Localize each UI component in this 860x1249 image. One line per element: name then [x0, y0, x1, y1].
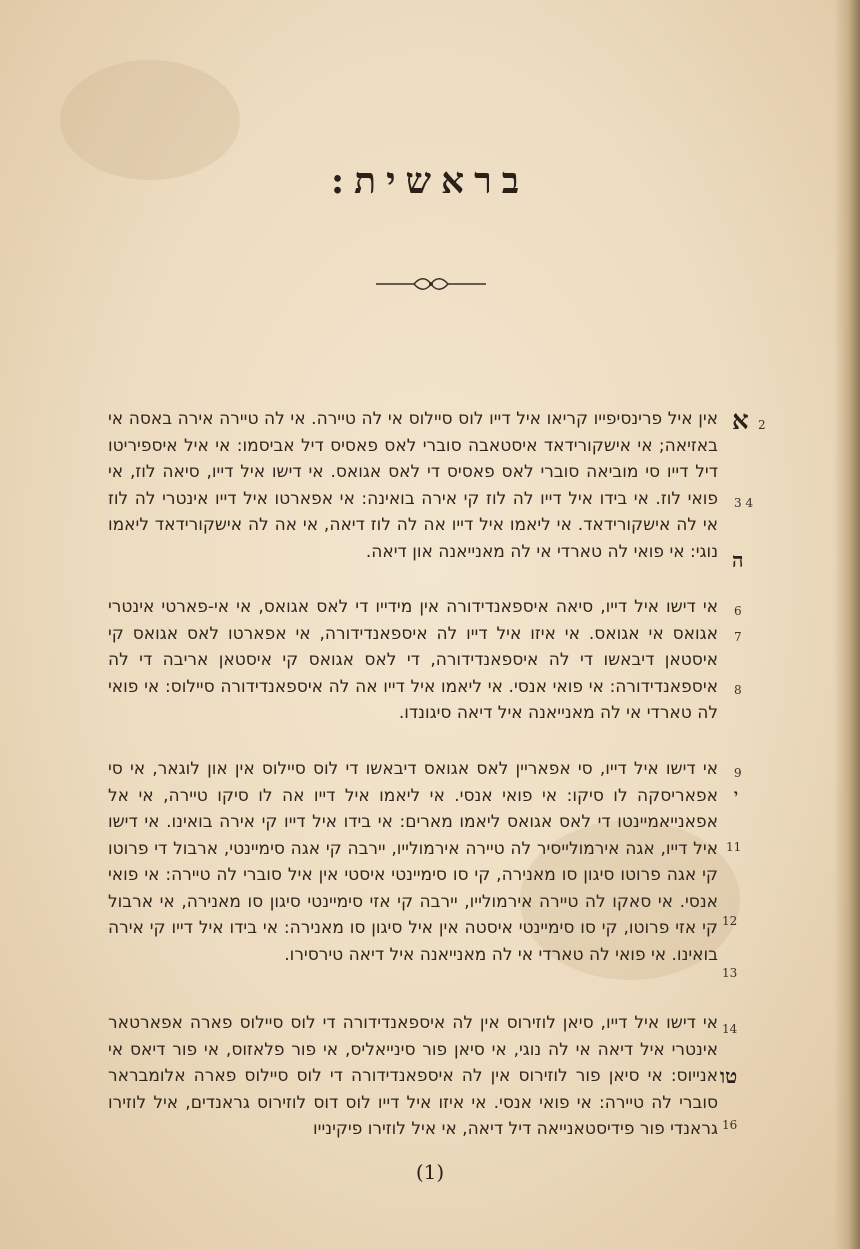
- page-number: (1): [415, 1160, 445, 1184]
- verse-number: 2: [758, 418, 766, 432]
- verse-number: 14: [722, 1022, 738, 1036]
- verse-number: 7: [734, 630, 742, 644]
- verse-marker: י: [734, 786, 738, 804]
- verse-marker: טו: [720, 1064, 738, 1088]
- page-title: בראשית:: [330, 160, 530, 202]
- verse-number: 6: [734, 604, 742, 618]
- verse-number: 8: [734, 683, 742, 697]
- chapter-marker: א: [732, 406, 749, 436]
- verse-number: 3 4: [734, 496, 754, 510]
- verse-paragraph: אין איל פרינסיפייו קריאו איל דייו לוס סיילוס אי לה טיירה. אי לה טיירה אירה באסה אי באזיאה; אי אישקורידאד איסטאבה סוברי לאס פאסיס דיל אביסמו: אי איל איספיריטו דיל דייו סי מוביאה סוברי לאס פאסיס די לאס אגואס. אי דישו איל דייו, סיאה לוז, אי פואי לוז. אי בידו איל דייו לה לוז קי אירה בואינה: אי אפארטו איל דייו אינטרי לה לוז אי לה אישקורידאד. אי ליאמו איל דייו אה לה לוז דיאה, אי אה לה אישקורידאד ליאמו נוגי: אי פואי לה טארדי אי לה מאנייאנה און דיאה.: [108, 409, 718, 562]
- verse-paragraph: אי דישו איל דייו, סי אפאריין לאס אגואס דיבאשו די לוס סיילוס אין און לוגאר, אי סי אפאריסקה לו סיקו: אי פואי אנסי. אי ליאמו איל דייו אה לו סיקו טיירה, אי אל אפאנייאמיינטו די לאס אגואס ליאמו מארים: אי בידו איל דייו קי אירה בואינו. אי דישו איל דייו, אגה אירמולייסיר לה טיירה אירמולייו, יירבה קי אגה סימיינטי, ארבול די פרוטו קי אגה פרוטו סיגון סו מאנירה, קי סו סימיינטי איסטי אין איל סוברי לה טיירה: אי פואי אנסי. אי סאקו לה טיירה אירמולייו, יירבה קי אזי סימיינטי סיגון סו מאנירה, אי ארבול קי אזי פרוטו, קי סו סימיינטי איסטה אין איל סיגון סו מאנירה: אי בידו איל דייו קי אירה בואינו. אי פואי לה טארדי אי לה מאנייאנה איל דיאה טירסירו.: [108, 759, 718, 965]
- verse-number: 11: [726, 840, 742, 854]
- verse-paragraph: אי דישו איל דייו, סיאן לוזירוס אין לה איספאנדידורה די לוס סיילוס פארה אפארטאר אינטרי איל דיאה אי לה נוגי, אי סיאן פור סינייאליס, אי פור פלאזוס, אי פור דיאס אי אנייוס: אי סיאן פור לוזירוס אין לה איספאנדידורה די לוס סיילוס פארה אלומבראר סוברי לה טיירה: אי פואי אנסי. אי איזו איל דייו לוס דוס לוזירוס גראנדים, איל לוזירו גראנדי פור פידיסטאנייאה דיל דיאה, אי איל לוזירו פיקינייו: [108, 1013, 718, 1139]
- verse-number: 12: [722, 914, 738, 928]
- verse-paragraph: אי דישו איל דייו, סיאה איספאנדידורה אין מידייו די לאס אגואס, אי אי-פארטי אינטרי אגואס אי אגואס. אי איזו איל דייו לה איספאנדידורה, אי אפארטו לאס אגואס קי איסטאן דיבאשו די לה איספאנדידורה, די לאס אגואס קי איסטאן אריבה די לה איספאנדידורה: אי פואי אנסי. אי ליאמו איל דייו אה לה איספאנדידורה סיילוס: אי פואי לה טארדי אי לה מאנייאנה איל דיאה סיגונדו.: [108, 597, 718, 723]
- verse-number: 9: [734, 766, 742, 780]
- verse-number: 16: [722, 1118, 738, 1132]
- verse-number: 13: [722, 966, 738, 980]
- verse-marker: ה: [732, 548, 744, 572]
- ornament-divider-icon: [376, 274, 486, 294]
